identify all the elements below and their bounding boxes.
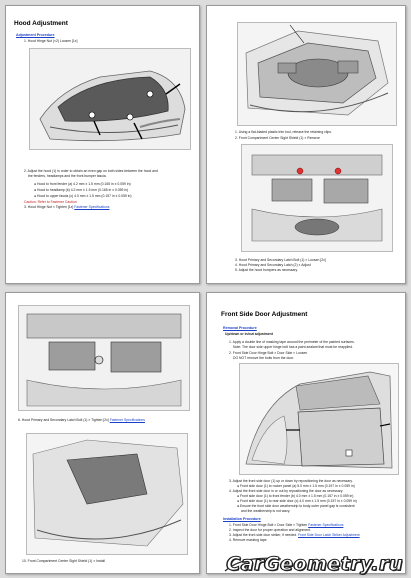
step-line: 4. Remove masking tape. xyxy=(229,538,268,542)
page-1-hood-adjustment xyxy=(5,5,200,284)
page-2-hood-latch xyxy=(206,5,406,284)
spec-line: and the weatherstrip is not wavy. xyxy=(241,509,291,513)
step-line: 5. Adjust the hood bumpers as necessary. xyxy=(235,268,298,272)
step-line: DO NOT remove the bolts from the door. xyxy=(233,356,294,360)
step-text: 1. Front Side Door Hinge Bolt × Door Side × Tighten xyxy=(229,523,308,527)
section-link-adjustment-procedure[interactable]: Adjustment Procedure xyxy=(16,33,55,37)
step-line: 1. Using a flat-bladed plastic trim tool, release the retaining clips. xyxy=(235,130,332,134)
latch-detail-illustration xyxy=(18,305,190,411)
sub-heading: Up/down or in/out adjustment xyxy=(225,332,273,336)
spec-line: ● Hood to front fender (a) 4.2 mm ± 1.5 mm (0.165 in ± 0.059 in) xyxy=(34,182,131,186)
caution-note xyxy=(24,200,77,204)
step-text: 3. Adjust the front side door striker, if needed. xyxy=(229,533,298,537)
step-text: 3. Hood Hinge Nut × Tighten [1x] xyxy=(24,205,74,209)
step-line: 3. Adjust the front side door (1) up or down by repositioning the door as necessary. xyxy=(229,479,353,483)
step-line: 1. Hood Hinge Nut (×2) Loosen [1x] xyxy=(24,39,78,43)
step-line: 3. Hood Primary and Secondary Latch Bolt (1) × Loosen [2x] xyxy=(235,258,326,262)
step-line: 2. Adjust the hood (1) in order to obtain an even gap on both sides between the hood and xyxy=(24,169,158,173)
step-line xyxy=(229,523,343,527)
engine-bay-illustration xyxy=(237,22,397,126)
section-link-removal-procedure[interactable]: Removal Procedure xyxy=(223,326,257,330)
watermark-logo xyxy=(223,553,403,575)
step-text: 6. Hood Primary and Secondary Latch Bolt (1) × Tighten [2x] xyxy=(18,418,109,422)
door-illustration xyxy=(239,363,399,475)
step-line: 10. Front Compartment Center Sight Shield (1) × Install xyxy=(22,559,106,563)
step-line: 4. Hood Primary and Secondary Latch (2) × Adjust xyxy=(235,263,311,267)
section-link-installation-procedure[interactable]: Installation Procedure xyxy=(223,517,261,521)
sight-shield-illustration xyxy=(26,433,188,555)
spec-line: ● Front side door (1) to rear side door (c) 4.0 mm ± 1.5 mm (0.157 in ± 0.059 in) xyxy=(237,499,357,503)
page-title: Hood Adjustment xyxy=(14,20,68,27)
spec-line: ● Ensure the front side door weatherstrip to body outer panel gap is consistent xyxy=(237,504,355,508)
latch-illustration xyxy=(241,144,393,252)
caution-text[interactable]: Refer to Fastener Caution xyxy=(37,200,77,204)
page-title: Front Side Door Adjustment xyxy=(221,311,308,318)
fastener-spec-link[interactable]: Fastener Specifications xyxy=(74,205,110,209)
spec-line: ● Hood to upper fascia (c) 4.0 mm ± 1.5 mm (0.157 in ± 0.059 in) xyxy=(34,194,132,198)
step-line xyxy=(229,533,360,537)
spec-line: ● Front side door (1) to front fender (b) 4.0 mm ± 1.5 mm (0.157 in ± 0.059 in) xyxy=(237,494,354,498)
caution-label: Caution: xyxy=(24,200,37,204)
fastener-spec-link[interactable]: Fastener Specifications xyxy=(109,418,145,422)
step-line: 2. Front Compartment Center Sight Shield (1) × Remove xyxy=(235,136,320,140)
hood-illustration xyxy=(29,48,191,150)
watermark-text: CarGeometry.ru xyxy=(226,553,403,575)
step-line xyxy=(24,205,110,209)
page-4-front-side-door xyxy=(206,292,406,574)
spec-line: ● Hood to headlamp (b) 4.2 mm ± 1.5 mm (0.165 in ± 0.059 in) xyxy=(34,188,129,192)
step-line: 1. Apply a double line of masking tape around the perimeter of the painted surfaces. xyxy=(229,340,355,344)
page-3-latch-tighten xyxy=(5,292,200,574)
striker-adjustment-link[interactable]: Front Side Door Latch Striker Adjustment xyxy=(298,533,360,537)
step-line: the fenders, headlamps and the front bumper fascia. xyxy=(28,174,107,178)
step-line: 4. Adjust the front side door in or out by repositioning the door as necessary. xyxy=(229,489,344,493)
fastener-spec-link[interactable]: Fastener Specifications xyxy=(308,523,344,527)
step-line: 2. Front Side Door Hinge Bolt × Door Side × Loosen xyxy=(229,351,308,355)
note-line: Note: The door side upper hinge bolt has a paint-sealant that must be reapplied. xyxy=(233,345,354,349)
step-line xyxy=(18,418,145,422)
step-line: 2. Inspect the door for proper operation and alignment. xyxy=(229,528,311,532)
spec-line: ● Front side door (1) to rocker panel (a) 5.0 mm ± 1.5 mm (0.197 in ± 0.059 in) xyxy=(237,484,355,488)
